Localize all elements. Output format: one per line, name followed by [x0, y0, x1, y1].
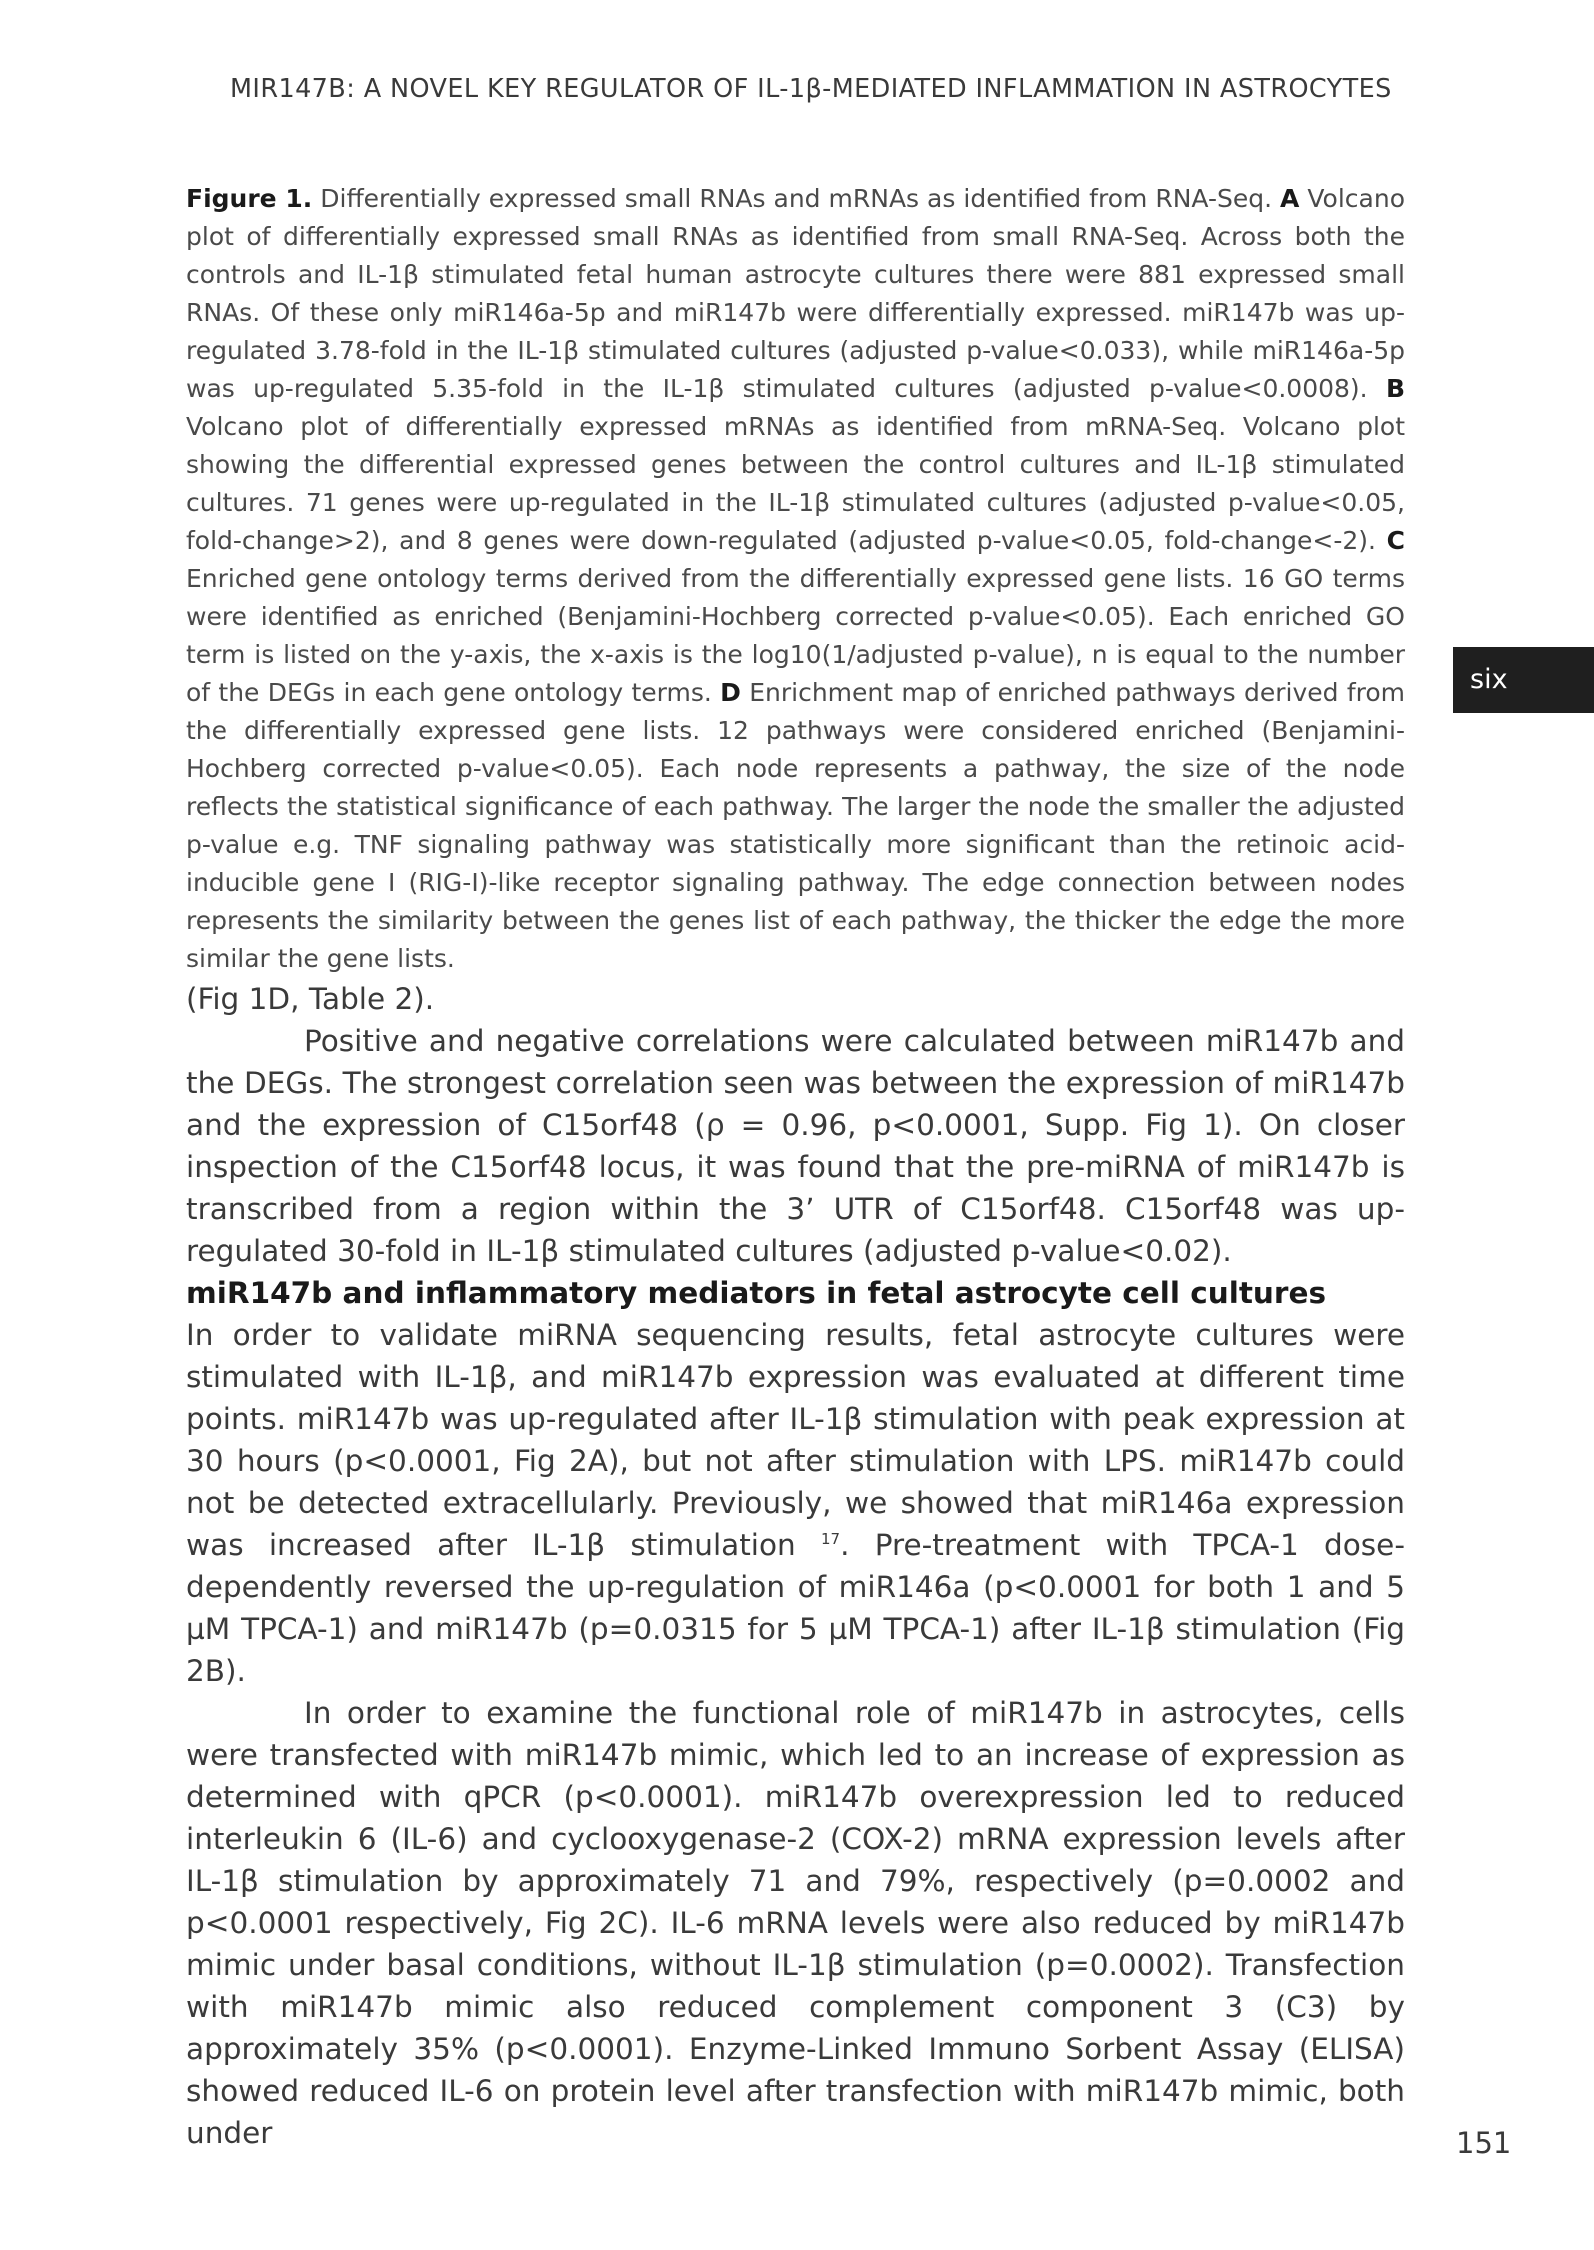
caption-text-c: Enriched gene ontology terms derived from the differentially expressed gene lists. 16 GO terms were identified as enriched (Benjamini-Hochberg corrected p-value<0.05). Each enriched GO term is listed on the y-axis, the x-axis is the log10(1/adjusted p-value), n is equal to the number of the DEGs in each gene ontology terms. — [186, 564, 1405, 707]
figure-caption — [186, 180, 1405, 978]
paragraph-correlations: Positive and negative correlations were calculated between miR147b and the DEGs. The strongest correlation seen was between the expression of miR147b and the expression of C15orf48 (ρ = 0.96, p<0.0001, Supp. Fig 1). On closer inspection of the C15orf48 locus, it was found that the pre-miRNA of miR147b is transcribed from a region within the 3’ UTR of C15orf48. C15orf48 was up-regulated 30-fold in IL-1β stimulated cultures (adjusted p-value<0.02). — [186, 1024, 1405, 1268]
reference-superscript: 17 — [821, 1530, 841, 1549]
paragraph-validation-part1: In order to validate miRNA sequencing results, fetal astrocyte cultures were stimulated with IL-1β, and miR147b expression was evaluated at different time points. miR147b was up-regulated after IL-1β stimulation with peak expression at 30 hours (p<0.0001, Fig 2A), but not after stimulation with LPS. miR147b could not be detected extracellularly. Previously, we showed that miR146a expression was increased after IL-1β stimulation — [186, 1318, 1405, 1562]
caption-text-intro: Differentially expressed small RNAs and mRNAs as identified from RNA-Seq. — [312, 184, 1281, 213]
chapter-tab: six — [1453, 647, 1594, 713]
paragraph-function: In order to examine the functional role of miR147b in astrocytes, cells were transfected with miR147b mimic, which led to an increase of expression as determined with qPCR (p<0.0001). miR147b overexpression led to reduced interleukin 6 (IL-6) and cyclooxygenase-2 (COX-2) mRNA expression levels after IL-1β stimulation by approximately 71 and 79%, respectively (p=0.0002 and p<0.0001 respectively, Fig 2C). IL-6 mRNA levels were also reduced by miR147b mimic under basal conditions, without IL-1β stimulation (p=0.0002). Transfection with miR147b mimic also reduced complement component 3 (C3) by approximately 35% (p<0.0001). Enzyme-Linked Immuno Sorbent Assay (ELISA) showed reduced IL-6 on protein level after transfection with miR147b mimic, both under — [186, 1696, 1405, 2150]
paragraph-validation-part2: . Pre-treatment with TPCA-1 dose-dependently reversed the up-regulation of miR146a (p<0.0001 for both 1 and 5 µM TPCA-1) and miR147b (p=0.0315 for 5 µM TPCA-1) after IL-1β stimulation (Fig 2B). — [186, 1528, 1405, 1688]
panel-label-a: A — [1280, 184, 1300, 213]
panel-label-c: C — [1386, 526, 1405, 555]
caption-text-a: Volcano plot of differentially expressed small RNAs as identified from small RNA-Seq. Across both the controls and IL-1β stimulated fetal human astrocyte cultures there were 881 expressed small RNAs. Of these only miR146a-5p and miR147b were differentially expressed. miR147b was up-regulated 3.78-fold in the IL-1β stimulated cultures (adjusted p-value<0.033), while miR146a-5p was up-regulated 5.35-fold in the IL-1β stimulated cultures (adjusted p-value<0.0008). — [186, 184, 1405, 403]
panel-label-b: B — [1385, 374, 1405, 403]
caption-text-b: Volcano plot of differentially expressed mRNAs as identified from mRNA-Seq. Volcano plot showing the differential expressed genes between the control cultures and IL-1β stimulated cultures. 71 genes were up-regulated in the IL-1β stimulated cultures (adjusted p-value<0.05, fold-change>2), and 8 genes were down-regulated (adjusted p-value<0.05, fold-change<-2). — [186, 412, 1405, 555]
paragraph-validation — [186, 1314, 1405, 1692]
caption-text-d: Enrichment map of enriched pathways derived from the differentially expressed gene lists. 12 pathways were considered enriched (Benjamini-Hochberg corrected p-value<0.05). Each node represents a pathway, the size of the node reflects the statistical significance of each pathway. The larger the node the smaller the adjusted p-value e.g. TNF signaling pathway was statistically more significant than the retinoic acid-inducible gene I (RIG-I)-like receptor signaling pathway. The edge connection between nodes represents the similarity between the genes list of each pathway, the thicker the edge the more similar the gene lists. — [186, 678, 1405, 973]
figure-label: Figure 1. — [186, 184, 313, 213]
panel-label-d: D — [720, 678, 741, 707]
page-number: 151 — [1456, 2126, 1512, 2160]
paragraph-continuation: (Fig 1D, Table 2). — [186, 982, 435, 1016]
body-text — [186, 978, 1405, 2154]
running-header: MIR147B: A NOVEL KEY REGULATOR OF IL-1β-MEDIATED INFLAMMATION IN ASTROCYTES — [230, 74, 1392, 104]
section-heading: miR147b and inflammatory mediators in fetal astrocyte cell cultures — [186, 1276, 1327, 1310]
